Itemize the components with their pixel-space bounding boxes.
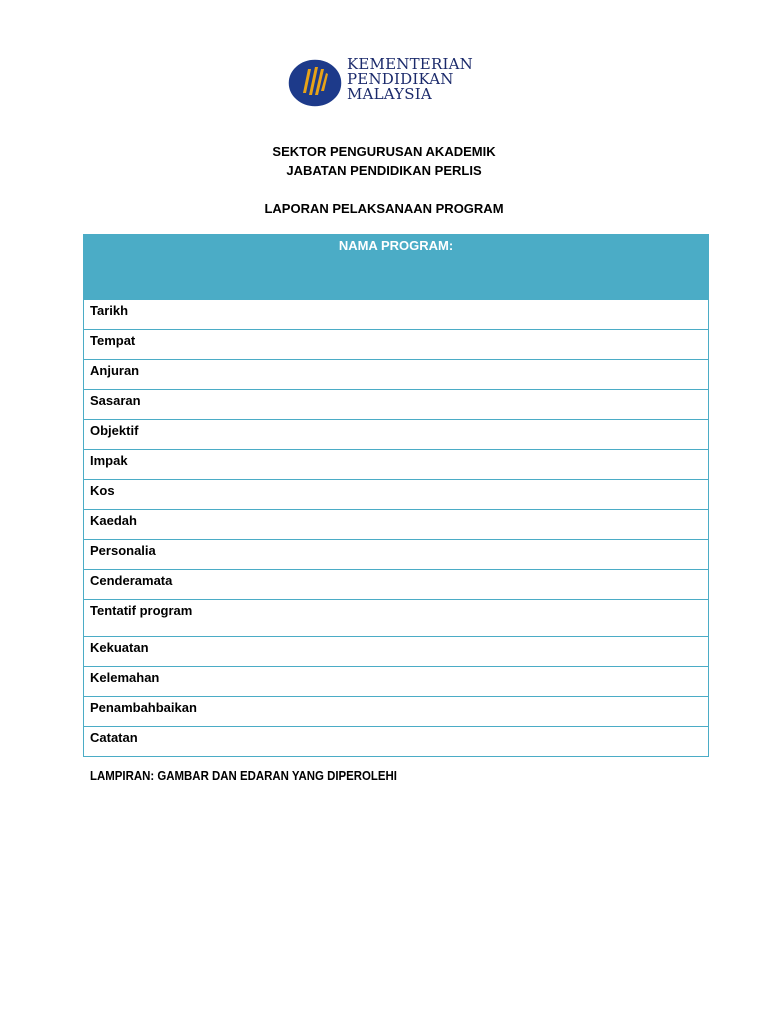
program-report-form	[83, 234, 709, 757]
form-row-tarikh[interactable]	[84, 299, 708, 329]
form-row-personalia[interactable]	[84, 539, 708, 569]
form-row-anjuran[interactable]	[84, 359, 708, 389]
row-label: Kekuatan	[90, 640, 149, 655]
row-label: Kos	[90, 483, 115, 498]
form-row-tentatif-program[interactable]	[84, 599, 708, 636]
form-row-penambahbaikan[interactable]	[84, 696, 708, 726]
form-row-kekuatan[interactable]	[84, 636, 708, 666]
form-row-kaedah[interactable]	[84, 509, 708, 539]
row-label: Catatan	[90, 730, 138, 745]
attachment-note: LAMPIRAN: GAMBAR DAN EDARAN YANG DIPEROLEHI	[90, 768, 397, 783]
row-label: Penambahbaikan	[90, 700, 197, 715]
form-row-sasaran[interactable]	[84, 389, 708, 419]
logo-line-3: MALAYSIA	[347, 85, 432, 103]
logo-line-1: KEMENTERIAN	[347, 55, 473, 73]
row-label: Kelemahan	[90, 670, 160, 685]
ministry-emblem-icon	[286, 55, 344, 109]
logo-line-2: PENDIDIKAN	[347, 70, 454, 88]
row-label: Kaedah	[90, 513, 137, 528]
department-heading: JABATAN PENDIDIKAN PERLIS	[286, 163, 482, 178]
row-label: Personalia	[90, 543, 156, 558]
form-row-kelemahan[interactable]	[84, 666, 708, 696]
row-label: Anjuran	[90, 363, 140, 378]
row-label: Impak	[90, 453, 128, 468]
form-row-tempat[interactable]	[84, 329, 708, 359]
row-label: Cenderamata	[90, 573, 173, 588]
program-name-header[interactable]	[84, 235, 708, 299]
form-row-catatan[interactable]	[84, 726, 708, 756]
row-label: Tempat	[90, 333, 136, 348]
form-row-kos[interactable]	[84, 479, 708, 509]
sector-heading: SEKTOR PENGURUSAN AKADEMIK	[272, 144, 496, 159]
form-row-impak[interactable]	[84, 449, 708, 479]
report-title: LAPORAN PELAKSANAAN PROGRAM	[264, 201, 504, 216]
form-row-cenderamata[interactable]	[84, 569, 708, 599]
row-label: Sasaran	[90, 393, 141, 408]
ministry-logo	[270, 51, 498, 123]
form-row-objektif[interactable]	[84, 419, 708, 449]
row-label: Tarikh	[90, 303, 129, 318]
row-label: Tentatif program	[90, 603, 193, 618]
row-label: Objektif	[90, 423, 139, 438]
program-name-label: NAMA PROGRAM:	[338, 238, 454, 253]
